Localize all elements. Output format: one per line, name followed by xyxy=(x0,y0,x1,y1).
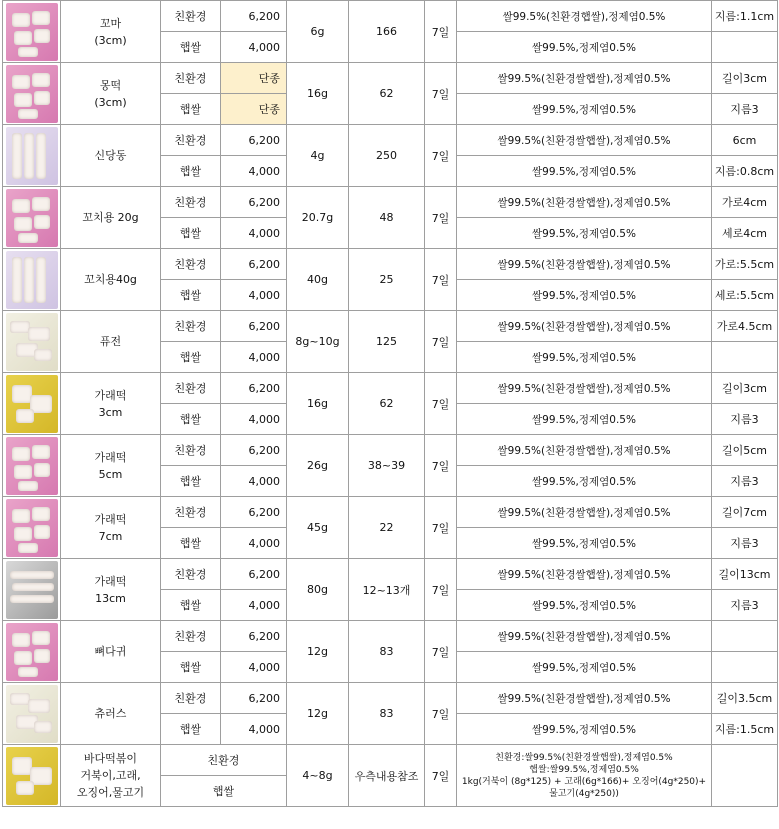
product-name-cell xyxy=(61,249,161,311)
product-size: (3cm) xyxy=(94,95,127,109)
table-row xyxy=(3,745,778,776)
rice-type: 햅쌀 xyxy=(161,466,221,497)
product-photo-cell xyxy=(3,63,61,125)
rice-cake-piece xyxy=(12,447,30,461)
rice-cake-piece xyxy=(12,13,30,27)
product-photo-cell xyxy=(3,125,61,187)
spec-note: 지름:1.5cm xyxy=(712,714,778,745)
price: 6,200 xyxy=(221,435,287,466)
price: 6,200 xyxy=(221,1,287,32)
product-name-cell xyxy=(61,63,161,125)
composition: 쌀99.5%(친환경쌀햅쌀),정제염0.5% xyxy=(457,683,712,714)
price: 6,200 xyxy=(221,559,287,590)
product-photo xyxy=(6,313,58,371)
piece-count: 166 xyxy=(349,1,425,63)
product-photo-cell xyxy=(3,745,61,807)
unit-weight: 12g xyxy=(287,683,349,745)
composition-detail xyxy=(457,745,712,807)
piece-count: 12~13개 xyxy=(349,559,425,621)
product-name-cell xyxy=(61,1,161,63)
price: 6,200 xyxy=(221,311,287,342)
price: 4,000 xyxy=(221,156,287,187)
shelf-life: 7일 xyxy=(425,745,457,807)
rice-type: 친환경 xyxy=(161,435,221,466)
rice-cake-piece xyxy=(14,217,32,231)
rice-cake-piece xyxy=(12,133,22,179)
composition: 쌀99.5%,정제염0.5% xyxy=(457,280,712,311)
shelf-life: 7일 xyxy=(425,187,457,249)
price: 4,000 xyxy=(221,528,287,559)
spec-note: 지름3 xyxy=(712,94,778,125)
table-row xyxy=(3,435,778,466)
spec-note: 가로4.5cm xyxy=(712,311,778,342)
product-name: 가래떡 xyxy=(94,574,127,588)
product-name-line: 거북이,고래, xyxy=(80,769,141,782)
shelf-life: 7일 xyxy=(425,621,457,683)
rice-type: 햅쌀 xyxy=(161,218,221,249)
rice-cake-piece xyxy=(34,215,50,229)
price: 4,000 xyxy=(221,218,287,249)
spec-note: 가로:5.5cm xyxy=(712,249,778,280)
shelf-life: 7일 xyxy=(425,125,457,187)
product-size: 3cm xyxy=(98,405,123,419)
product-size: 13cm xyxy=(95,591,126,605)
composition: 쌀99.5%,정제염0.5% xyxy=(457,32,712,63)
spec-note: 길이7cm xyxy=(712,497,778,528)
spec-note: 지름3 xyxy=(712,528,778,559)
product-photo xyxy=(6,65,58,123)
rice-type: 햅쌀 xyxy=(161,652,221,683)
composition: 쌀99.5%,정제염0.5% xyxy=(457,342,712,373)
shelf-life: 7일 xyxy=(425,683,457,745)
rice-cake-piece xyxy=(34,463,50,477)
spec-note: 길이3cm xyxy=(712,63,778,94)
rice-cake-piece xyxy=(12,257,22,303)
spec-note: 길이3cm xyxy=(712,373,778,404)
product-name: 꼬마 xyxy=(99,16,122,30)
rice-cake-piece xyxy=(24,257,34,303)
shelf-life: 7일 xyxy=(425,559,457,621)
rice-cake-piece xyxy=(18,667,38,677)
table-row xyxy=(3,683,778,714)
rice-cake-piece xyxy=(12,583,54,591)
rice-cake-piece xyxy=(32,197,50,211)
spec-note: 지름:0.8cm xyxy=(712,156,778,187)
rice-type: 친환경 xyxy=(161,373,221,404)
rice-cake-piece xyxy=(14,651,32,665)
price: 4,000 xyxy=(221,714,287,745)
rice-type: 햅쌀 xyxy=(161,528,221,559)
product-photo-cell xyxy=(3,1,61,63)
rice-cake-piece xyxy=(36,257,46,303)
product-photo xyxy=(6,747,58,805)
rice-type: 친환경 xyxy=(161,559,221,590)
product-name-cell xyxy=(61,621,161,683)
price: 6,200 xyxy=(221,249,287,280)
spec-note: 6cm xyxy=(712,125,778,156)
product-photo xyxy=(6,127,58,185)
price: 6,200 xyxy=(221,683,287,714)
rice-cake-piece xyxy=(32,11,50,25)
product-name-cell xyxy=(61,745,161,807)
composition: 쌀99.5%,정제염0.5% xyxy=(457,466,712,497)
composition: 쌀99.5%,정제염0.5% xyxy=(457,528,712,559)
composition: 쌀99.5%(친환경쌀햅쌀),정제염0.5% xyxy=(457,125,712,156)
rice-cake-piece xyxy=(14,93,32,107)
rice-cake-piece xyxy=(34,649,50,663)
rice-cake-piece xyxy=(12,509,30,523)
rice-cake-piece xyxy=(34,29,50,43)
rice-cake-piece xyxy=(34,721,52,733)
piece-count: 22 xyxy=(349,497,425,559)
product-photo xyxy=(6,3,58,61)
rice-cake-piece xyxy=(28,327,50,341)
spec-note xyxy=(712,745,778,807)
product-photo xyxy=(6,437,58,495)
price: 6,200 xyxy=(221,497,287,528)
composition: 쌀99.5%(친환경쌀햅쌀),정제염0.5% xyxy=(457,311,712,342)
rice-cake-piece xyxy=(10,595,54,603)
spec-note: 길이5cm xyxy=(712,435,778,466)
spec-note: 지름3 xyxy=(712,590,778,621)
unit-weight: 20.7g xyxy=(287,187,349,249)
spec-note: 세로4cm xyxy=(712,218,778,249)
rice-cake-piece xyxy=(32,507,50,521)
rice-type: 햅쌀 xyxy=(161,94,221,125)
rice-type: 친환경 xyxy=(161,497,221,528)
product-name-cell xyxy=(61,373,161,435)
composition: 1kg(거북이 (8g*125) + 고래(6g*166)+ 오징어(4g*250)+ xyxy=(461,776,707,787)
shelf-life: 7일 xyxy=(425,435,457,497)
rice-cake-piece xyxy=(10,571,54,579)
spec-note: 길이13cm xyxy=(712,559,778,590)
rice-type: 햅쌀 xyxy=(161,404,221,435)
spec-note: 세로:5.5cm xyxy=(712,280,778,311)
table-row xyxy=(3,63,778,94)
product-name: 바다떡볶이 xyxy=(83,752,138,765)
piece-count: 83 xyxy=(349,621,425,683)
product-photo xyxy=(6,251,58,309)
unit-weight: 6g xyxy=(287,1,349,63)
product-name-cell xyxy=(61,187,161,249)
piece-count: 48 xyxy=(349,187,425,249)
table-row xyxy=(3,373,778,404)
rice-cake-piece xyxy=(16,781,34,795)
product-size: 5cm xyxy=(98,467,123,481)
product-name-cell xyxy=(61,311,161,373)
shelf-life: 7일 xyxy=(425,373,457,435)
rice-cake-piece xyxy=(32,445,50,459)
shelf-life: 7일 xyxy=(425,497,457,559)
price: 6,200 xyxy=(221,373,287,404)
price: 단종 xyxy=(221,63,287,94)
rice-type: 햅쌀 xyxy=(161,590,221,621)
composition: 쌀99.5%(친환경쌀햅쌀),정제염0.5% xyxy=(457,187,712,218)
price: 6,200 xyxy=(221,125,287,156)
product-name: 가래떡 xyxy=(94,388,127,402)
rice-cake-piece xyxy=(12,757,32,775)
product-photo xyxy=(6,189,58,247)
product-photo-cell xyxy=(3,249,61,311)
rice-type: 친환경 xyxy=(161,311,221,342)
rice-type: 햅쌀 xyxy=(161,776,287,807)
rice-cake-piece xyxy=(12,633,30,647)
product-photo xyxy=(6,685,58,743)
price: 4,000 xyxy=(221,32,287,63)
composition: 쌀99.5%,정제염0.5% xyxy=(457,156,712,187)
rice-cake-piece xyxy=(34,525,50,539)
piece-count: 38~39 xyxy=(349,435,425,497)
composition: 쌀99.5%(친환경쌀햅쌀),정제염0.5% xyxy=(457,63,712,94)
rice-cake-piece xyxy=(12,199,30,213)
composition: 쌀99.5%(친환경쌀햅쌀),정제염0.5% xyxy=(457,559,712,590)
product-name: 신당동 xyxy=(94,149,127,162)
rice-type: 친환경 xyxy=(161,63,221,94)
rice-cake-piece xyxy=(36,133,46,179)
product-name: 가래떡 xyxy=(94,450,127,464)
composition: 쌀99.5%,정제염0.5% xyxy=(457,652,712,683)
rice-cake-piece xyxy=(12,385,32,403)
spec-note: 지름:1.1cm xyxy=(712,1,778,32)
unit-weight: 80g xyxy=(287,559,349,621)
price: 단종 xyxy=(221,94,287,125)
product-photo-cell xyxy=(3,187,61,249)
product-name: 퓨전 xyxy=(99,335,122,348)
unit-weight: 12g xyxy=(287,621,349,683)
composition: 쌀99.5%(친환경쌀햅쌀),정제염0.5% xyxy=(457,497,712,528)
rice-cake-piece xyxy=(16,409,34,423)
product-photo xyxy=(6,561,58,619)
product-name-cell xyxy=(61,497,161,559)
piece-count: 125 xyxy=(349,311,425,373)
table-row xyxy=(3,249,778,280)
composition: 친환경:쌀99.5%(친환경쌀햅쌀),정제염0.5% xyxy=(495,752,673,763)
unit-weight: 45g xyxy=(287,497,349,559)
table-row xyxy=(3,125,778,156)
composition: 쌀99.5%(친환경햅쌀),정제염0.5% xyxy=(457,1,712,32)
table-body xyxy=(3,1,778,807)
product-name: 몽떡 xyxy=(99,78,122,92)
piece-count: 83 xyxy=(349,683,425,745)
product-name-line: 오징어,물고기 xyxy=(76,786,145,799)
product-photo-cell xyxy=(3,435,61,497)
spec-note: 가로4cm xyxy=(712,187,778,218)
product-size: (3cm) xyxy=(94,33,127,47)
table-row xyxy=(3,311,778,342)
rice-cake-piece xyxy=(18,481,38,491)
rice-type: 친환경 xyxy=(161,125,221,156)
product-name: 꼬치용 20g xyxy=(82,211,139,224)
unit-weight: 40g xyxy=(287,249,349,311)
composition: 쌀99.5%,정제염0.5% xyxy=(457,590,712,621)
spec-note: 지름3 xyxy=(712,404,778,435)
spec-note xyxy=(712,32,778,63)
rice-type: 햅쌀 xyxy=(161,280,221,311)
product-photo-cell xyxy=(3,373,61,435)
composition: 쌀99.5%(친환경쌀햅쌀),정제염0.5% xyxy=(457,373,712,404)
rice-type: 친환경 xyxy=(161,683,221,714)
composition: 쌀99.5%,정제염0.5% xyxy=(457,218,712,249)
composition: 쌀99.5%(친환경쌀햅쌀),정제염0.5% xyxy=(457,249,712,280)
product-photo-cell xyxy=(3,621,61,683)
composition: 물고기(4g*250)) xyxy=(549,788,619,799)
shelf-life: 7일 xyxy=(425,249,457,311)
shelf-life: 7일 xyxy=(425,63,457,125)
rice-type: 친환경 xyxy=(161,1,221,32)
product-photo-cell xyxy=(3,497,61,559)
rice-cake-piece xyxy=(34,91,50,105)
product-size: 7cm xyxy=(98,529,123,543)
product-photo-cell xyxy=(3,559,61,621)
rice-cake-piece xyxy=(18,543,38,553)
table-row xyxy=(3,621,778,652)
product-photo-cell xyxy=(3,683,61,745)
price: 4,000 xyxy=(221,280,287,311)
piece-count: 우측내용참조 xyxy=(349,745,425,807)
piece-count: 250 xyxy=(349,125,425,187)
spec-note: 길이3.5cm xyxy=(712,683,778,714)
rice-cake-piece xyxy=(14,465,32,479)
rice-type: 친환경 xyxy=(161,249,221,280)
price: 4,000 xyxy=(221,652,287,683)
rice-cake-piece xyxy=(14,527,32,541)
product-name: 츄러스 xyxy=(94,707,127,720)
rice-type: 햅쌀 xyxy=(161,32,221,63)
piece-count: 25 xyxy=(349,249,425,311)
rice-cake-piece xyxy=(24,133,34,179)
product-photo xyxy=(6,375,58,433)
rice-type: 햅쌀 xyxy=(161,342,221,373)
composition: 쌀99.5%,정제염0.5% xyxy=(457,714,712,745)
price: 4,000 xyxy=(221,404,287,435)
rice-type: 친환경 xyxy=(161,621,221,652)
rice-cake-piece xyxy=(18,109,38,119)
price: 4,000 xyxy=(221,590,287,621)
unit-weight: 4~8g xyxy=(287,745,349,807)
composition: 햅쌀:쌀99.5%,정제염0.5% xyxy=(529,764,639,775)
product-name-cell xyxy=(61,559,161,621)
product-name: 뼈다귀 xyxy=(94,645,127,658)
spec-note: 지름3 xyxy=(712,466,778,497)
table-row xyxy=(3,559,778,590)
shelf-life: 7일 xyxy=(425,311,457,373)
rice-type: 친환경 xyxy=(161,187,221,218)
rice-cake-piece xyxy=(34,349,52,361)
product-spec-table xyxy=(2,0,778,807)
composition: 쌀99.5%,정제염0.5% xyxy=(457,94,712,125)
table-row xyxy=(3,497,778,528)
rice-cake-piece xyxy=(28,699,50,713)
unit-weight: 16g xyxy=(287,63,349,125)
price: 6,200 xyxy=(221,621,287,652)
product-photo xyxy=(6,623,58,681)
product-name-cell xyxy=(61,683,161,745)
price: 6,200 xyxy=(221,187,287,218)
spec-note xyxy=(712,652,778,683)
rice-type: 햅쌀 xyxy=(161,714,221,745)
product-name: 꼬치용40g xyxy=(84,273,137,286)
product-photo xyxy=(6,499,58,557)
rice-cake-piece xyxy=(10,693,30,705)
piece-count: 62 xyxy=(349,63,425,125)
table-row xyxy=(3,1,778,32)
rice-cake-piece xyxy=(18,233,38,243)
rice-cake-piece xyxy=(10,321,30,333)
piece-count: 62 xyxy=(349,373,425,435)
composition: 쌀99.5%(친환경쌀햅쌀),정제염0.5% xyxy=(457,435,712,466)
unit-weight: 26g xyxy=(287,435,349,497)
spec-note xyxy=(712,342,778,373)
product-name-cell xyxy=(61,125,161,187)
composition: 쌀99.5%(친환경쌀햅쌀),정제염0.5% xyxy=(457,621,712,652)
rice-cake-piece xyxy=(32,631,50,645)
rice-cake-piece xyxy=(12,75,30,89)
shelf-life: 7일 xyxy=(425,1,457,63)
rice-cake-piece xyxy=(32,73,50,87)
spec-note xyxy=(712,621,778,652)
rice-type: 친환경 xyxy=(161,745,287,776)
product-name: 가래떡 xyxy=(94,512,127,526)
price: 4,000 xyxy=(221,342,287,373)
rice-type: 햅쌀 xyxy=(161,156,221,187)
rice-cake-piece xyxy=(14,31,32,45)
product-photo-cell xyxy=(3,311,61,373)
unit-weight: 4g xyxy=(287,125,349,187)
unit-weight: 16g xyxy=(287,373,349,435)
unit-weight: 8g~10g xyxy=(287,311,349,373)
composition: 쌀99.5%,정제염0.5% xyxy=(457,404,712,435)
rice-cake-piece xyxy=(18,47,38,57)
price: 4,000 xyxy=(221,466,287,497)
product-name-cell xyxy=(61,435,161,497)
table-row xyxy=(3,187,778,218)
